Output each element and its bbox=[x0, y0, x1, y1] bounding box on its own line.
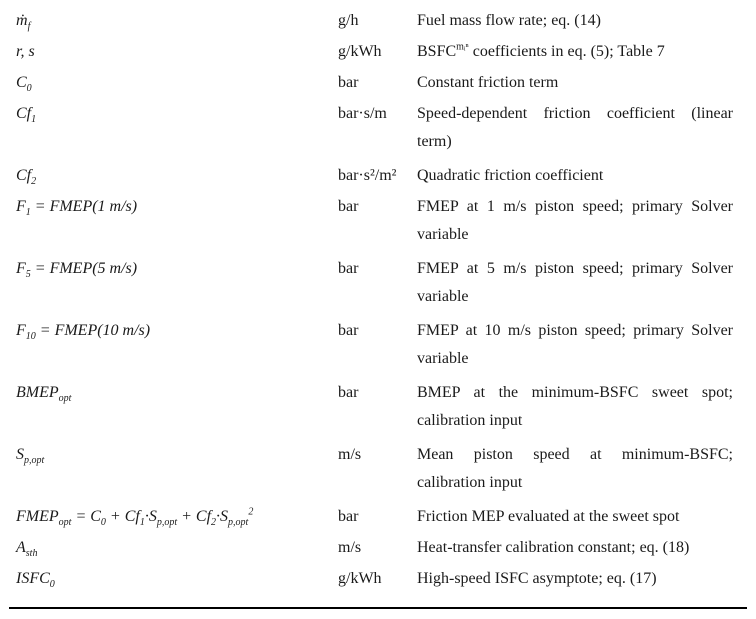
unit-cell: m/s bbox=[338, 539, 362, 556]
unit-cell: bar bbox=[338, 198, 359, 215]
description-cell: Friction MEP evaluated at the sweet spot bbox=[417, 508, 680, 525]
table-row bbox=[9, 0, 747, 31]
table-row bbox=[9, 93, 747, 155]
unit-cell: g/kWh bbox=[338, 43, 382, 60]
symbol-cell: $FMEP_{opt} = C_0 + Cf_1\cdot S_{p,opt} + Cf_2\cdot S_{p,opt}^2$ bbox=[16, 506, 254, 529]
symbol-cell: $BMEP_{opt}$ bbox=[16, 384, 72, 405]
table-row bbox=[9, 31, 747, 62]
table-bottom-rule bbox=[9, 607, 747, 609]
description-cell: Speed-dependent friction coefficient (linear term) bbox=[417, 105, 733, 150]
table-row bbox=[9, 558, 747, 589]
description-cell: Mean piston speed at minimum-BSFC; calibration input bbox=[417, 446, 733, 491]
unit-cell: bar bbox=[338, 74, 359, 91]
unit-cell: bar bbox=[338, 508, 359, 525]
table-row bbox=[9, 496, 747, 527]
description-cell: FMEP at 1 m/s piston speed; primary Solver variable bbox=[417, 198, 733, 243]
table-row bbox=[9, 527, 747, 558]
symbol-cell: $S_{p,opt}$ bbox=[16, 446, 45, 467]
table-row bbox=[9, 186, 747, 248]
description-cell: Quadratic friction coefficient bbox=[417, 167, 604, 184]
description-cell: High-speed ISFC asymptote; eq. (17) bbox=[417, 570, 657, 587]
unit-cell: g/h bbox=[338, 12, 359, 29]
unit-cell: bar bbox=[338, 322, 359, 339]
description-cell: FMEP at 10 m/s piston speed; primary Solver variable bbox=[417, 322, 733, 367]
description-cell: Heat-transfer calibration constant; eq. (18) bbox=[417, 539, 690, 556]
unit-cell: bar bbox=[338, 260, 359, 277]
table-row bbox=[9, 310, 747, 372]
description-cell: BMEP at the minimum-BSFC sweet spot; calibration input bbox=[417, 384, 733, 429]
unit-cell: bar·s/m bbox=[338, 105, 387, 122]
symbol-cell: $C_0$ bbox=[16, 74, 32, 95]
symbol-cell: $A_{sth}$ bbox=[16, 539, 38, 560]
nomenclature-table bbox=[9, 0, 747, 589]
symbol-cell: $F_1$ = FMEP(1 m/s) bbox=[16, 198, 138, 219]
description-cell: FMEP at 5 m/s piston speed; primary Solver variable bbox=[417, 260, 733, 305]
description-cell: Constant friction term bbox=[417, 74, 559, 91]
symbol-cell: $F_{10}$ = FMEP(10 m/s) bbox=[16, 322, 151, 343]
unit-cell: bar·s²/m² bbox=[338, 167, 397, 184]
symbol-cell: $ISFC_0$ bbox=[16, 570, 55, 591]
description-cell: $BSFC^{mᵢ^n}$ coefficients in eq. (5); Table 7 bbox=[417, 41, 665, 60]
symbol-cell: ṁ$_f$ bbox=[16, 12, 31, 33]
symbol-cell: $F_5$ = FMEP(5 m/s) bbox=[16, 260, 138, 281]
symbol-cell: $Cf_2$ bbox=[16, 167, 37, 188]
table-row bbox=[9, 372, 747, 434]
description-cell: Fuel mass flow rate; eq. (14) bbox=[417, 12, 601, 29]
table-row bbox=[9, 434, 747, 496]
unit-cell: g/kWh bbox=[338, 570, 382, 587]
symbol-cell: r, s bbox=[16, 43, 35, 60]
symbol-cell: $Cf_1$ bbox=[16, 105, 37, 126]
table-row bbox=[9, 155, 747, 186]
unit-cell: bar bbox=[338, 384, 359, 401]
unit-cell: m/s bbox=[338, 446, 362, 463]
table-row bbox=[9, 248, 747, 310]
table-row bbox=[9, 62, 747, 93]
